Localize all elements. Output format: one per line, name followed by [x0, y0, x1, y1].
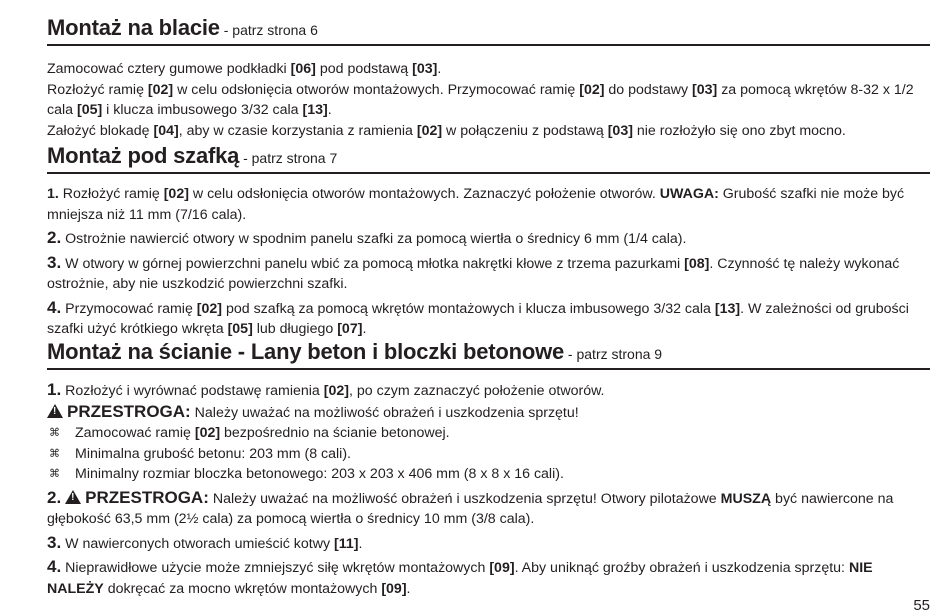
bullet-item: ⌘ Minimalna grubość betonu: 203 mm (8 cali).: [47, 444, 930, 465]
section-heading: [47, 14, 930, 46]
list-item: 3. W nawierconych otworach umieścić kotwy [11].: [47, 532, 363, 552]
page-number: 55: [913, 597, 930, 614]
list-item: 4. Przymocować ramię [02] pod szafką za pomocą wkrętów montażowych i klucza imbusowego 3/32 cala [13]. W zależności od grubości szafki użyć krótkiego wkręta [05] lub długiego [07].: [47, 297, 909, 337]
heading-title: Montaż na blacie: [47, 15, 220, 40]
section-body: [47, 59, 930, 141]
page-reference: - patrz strona 7: [239, 150, 338, 166]
warning-triangle-icon: [65, 490, 81, 504]
page-reference: - patrz strona 9: [564, 346, 663, 362]
list-item: 1. Rozłożyć i wyrównać podstawę ramienia [02], po czym zaznaczyć położenie otworów.: [47, 380, 605, 399]
heading-title: Montaż pod szafką: [47, 143, 240, 168]
warning-triangle-icon: [47, 404, 63, 418]
list-item: 2. Ostrożnie nawiercić otwory w spodnim panelu szafki za pomocą wiertła o średnicy 6 mm (1/4 cala).: [47, 228, 687, 247]
section-heading: [47, 338, 930, 370]
paragraph: Założyć blokadę [04], aby w czasie korzystania z ramienia [02] w połączeniu z podstawą [03] nie rozłożyło się ono zbyt mocno.: [47, 122, 846, 139]
section-heading: [47, 142, 930, 174]
section-under-cabinet: [47, 142, 930, 340]
list-item: 2. ! PRZESTROGA: Należy uważać na możliwość obrażeń i uszkodzenia sprzętu! Otwory pilotażowe MUSZĄ być nawiercone na głębokość 63,5 mm (2½ cala) za pomocą wiertła o średnicy 10 mm (3/8 cala).: [47, 488, 930, 530]
paragraph: Rozłożyć ramię [02] w celu odsłonięcia otworów montażowych. Przymocować ramię [02] do podstawy [03] za pomocą wkrętów 8-32 x 1/2 cala [05] i klucza imbusowego 3/32 cala [13].: [47, 81, 914, 118]
heading-title: Montaż na ścianie - Lany beton i bloczki betonowe: [47, 339, 565, 364]
bullet-icon: ⌘: [49, 427, 60, 439]
section-countertop: [47, 14, 930, 141]
page-reference: - patrz strona 6: [219, 22, 318, 38]
section-body: [47, 184, 930, 340]
bullet-icon: ⌘: [49, 447, 60, 460]
bullet-item: ⌘ Minimalny rozmiar bloczka betonowego: 203 x 203 x 406 mm (8 x 8 x 16 cali).: [47, 464, 930, 485]
bullet-icon: ⌘: [49, 468, 60, 480]
paragraph: Zamocować cztery gumowe podkładki [06] pod podstawą [03].: [47, 61, 442, 77]
bullet-item: ⌘ Zamocować ramię [02] bezpośrednio na ścianie betonowej.: [47, 423, 930, 444]
warning-line: !PRZESTROGA: Należy uważać na możliwość obrażeń i uszkodzenia sprzętu!: [47, 402, 930, 424]
section-body: [47, 380, 930, 599]
list-item: 4. Nieprawidłowe użycie może zmniejszyć siłę wkrętów montażowych [09]. Aby uniknąć groźby obrażeń i uszkodzenia sprzętu: NIE NALEŻY dokręcać za mocno wkrętów montażowych [09].: [47, 557, 873, 597]
list-item: 1. Rozłożyć ramię [02] w celu odsłonięcia otworów montażowych. Zaznaczyć położenie otworów. UWAGA: Grubość szafki nie może być mniejsza niż 11 mm (7/16 cala).: [47, 186, 905, 223]
list-item: 3. W otwory w górnej powierzchni panelu wbić za pomocą młotka nakrętki kłowe z trzema pazurkami [08]. Czynność tę należy wykonać ostrożnie, aby nie uszkodzić powierzchni szafki.: [47, 252, 900, 292]
section-wall-concrete: [47, 338, 930, 599]
